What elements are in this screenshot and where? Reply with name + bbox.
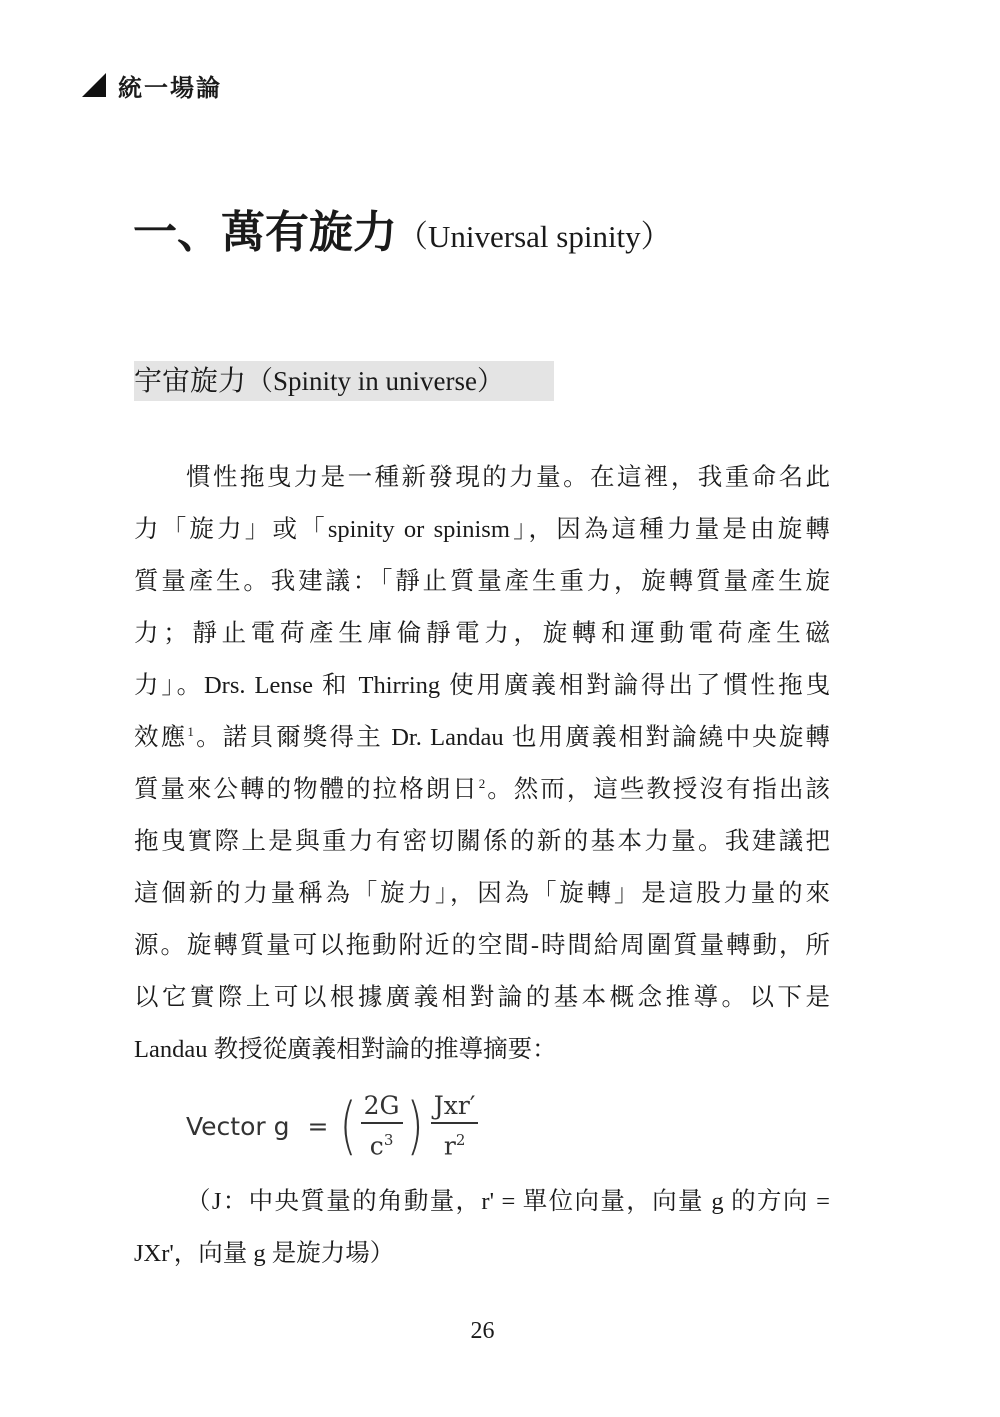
chapter-title-en: （Universal spinity）	[397, 219, 672, 254]
equation-note-line: JXr'，向量 g 是旋力場）	[134, 1240, 395, 1267]
fraction-2g-over-c3	[361, 1090, 403, 1162]
body-line	[134, 718, 830, 758]
equation	[186, 1090, 478, 1162]
section-title-en: （Spinity in universe）	[246, 366, 505, 396]
equation-note-line: （J：中央質量的角動量，r' = 單位向量，向量 g 的方向 =	[186, 1188, 830, 1215]
den-base: c	[369, 1130, 384, 1160]
body-line: 力」。Drs. Lense 和 Thirring 使用廣義相對論得出了慣性拖曳	[134, 672, 830, 699]
den-base: r	[443, 1130, 456, 1160]
body-line: 源。旋轉質量可以拖動附近的空間-時間給周圍質量轉動，所	[134, 932, 830, 959]
page-number: 26	[470, 1318, 495, 1344]
body-line: 力「旋力」或「spinity or spinism」，因為這種力量是由旋轉	[134, 516, 830, 543]
equation-label: Vector g	[186, 1111, 290, 1141]
body-line: 慣性拖曳力是一種新發現的力量。在這裡，我重命名此	[186, 464, 830, 491]
den-exponent: 3	[383, 1130, 394, 1149]
body-text: 效應	[134, 724, 188, 751]
running-head	[82, 70, 222, 100]
paren-open: (	[340, 1089, 358, 1162]
body-line: 質量產生。我建議：「靜止質量產生重力，旋轉質量產生旋	[134, 568, 830, 595]
running-head-title: 統一場論	[118, 73, 222, 102]
fraction-numerator: Jxr′	[433, 1091, 476, 1121]
fraction-denominator	[441, 1124, 469, 1162]
body-line: 力；靜止電荷產生庫倫靜電力，旋轉和運動電荷產生磁	[134, 620, 830, 647]
body-text: 質量來公轉的物體的拉格朗日	[134, 776, 479, 803]
body-text: 。然而，這些教授沒有指出該	[485, 776, 830, 803]
body-text: 。諾貝爾獎得主 Dr. Landau 也用廣義相對論繞中央旋轉	[193, 724, 831, 751]
body-line: 以它實際上可以根據廣義相對論的基本概念推導。以下是	[134, 984, 830, 1011]
section-heading	[134, 361, 554, 401]
footnote-ref: 1	[187, 723, 194, 739]
fraction-jxr-over-r2	[431, 1090, 479, 1162]
body-line: Landau 教授從廣義相對論的推導摘要：	[134, 1036, 557, 1063]
equation-equals: =	[307, 1111, 329, 1141]
body-line: 這個新的力量稱為「旋力」，因為「旋轉」是這股力量的來	[134, 880, 830, 907]
den-exponent: 2	[455, 1130, 466, 1149]
fraction-denominator	[367, 1124, 397, 1162]
paren-close: )	[406, 1089, 424, 1162]
triangle-marker-icon	[82, 73, 106, 97]
body-line: 拖曳實際上是與重力有密切關係的新的基本力量。我建議把	[134, 828, 830, 855]
section-title-zh: 宇宙旋力	[134, 366, 247, 397]
chapter-title-zh: 一、萬有旋力	[133, 207, 397, 258]
fraction-numerator: 2G	[363, 1091, 400, 1121]
chapter-title	[133, 203, 672, 267]
body-line	[134, 770, 830, 810]
footnote-ref: 2	[478, 775, 486, 791]
